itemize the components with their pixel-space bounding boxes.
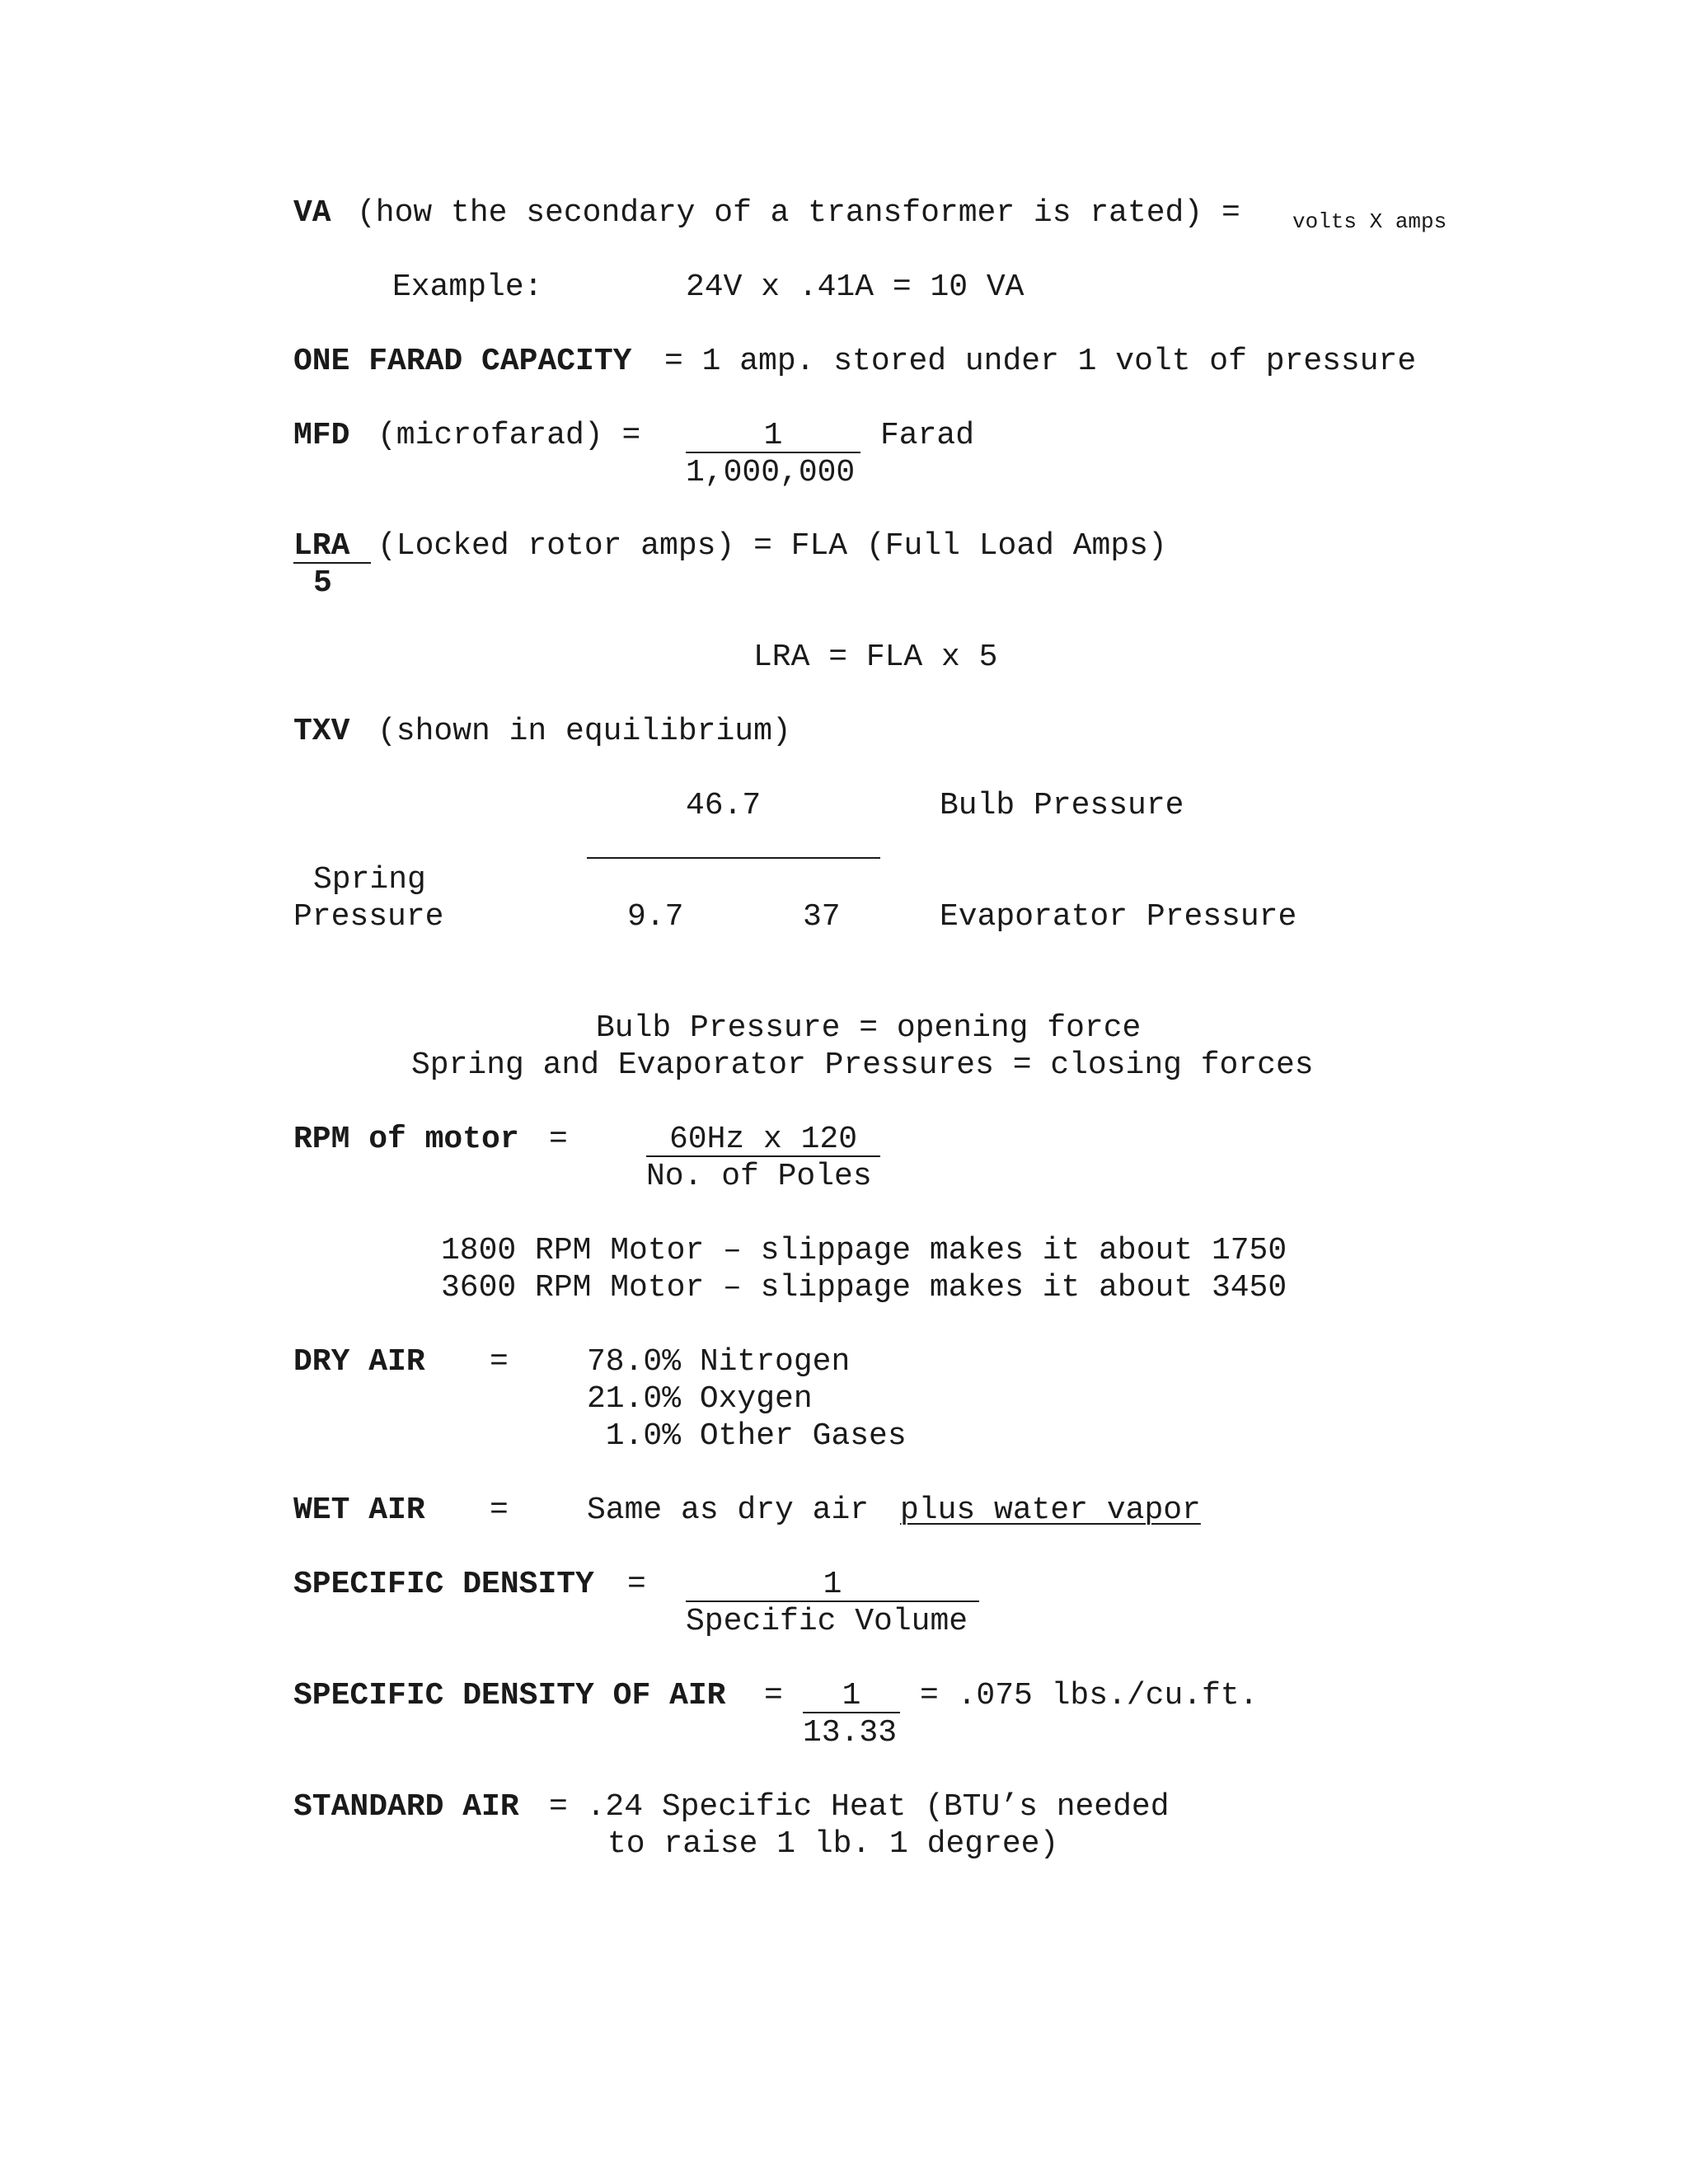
txv-term: TXV [293, 714, 350, 749]
mfd-description: (microfarad) = [377, 418, 641, 453]
va-formula: volts X amps [1292, 209, 1447, 234]
lra-divisor: 5 [313, 565, 332, 601]
standard-air-term: STANDARD AIR [293, 1789, 519, 1825]
specific-density-air-numerator: 1 [842, 1678, 861, 1713]
standard-air-description-1: = .24 Specific Heat (BTU’s needed [549, 1789, 1170, 1825]
txv-spring-label-1: Spring [313, 862, 426, 898]
specific-density-air-result: = .075 lbs./cu.ft. [920, 1678, 1259, 1713]
dry-air-item: 78.0% Nitrogen [587, 1344, 851, 1380]
txv-description: (shown in equilibrium) [377, 714, 791, 749]
txv-bulb-value: 46.7 [686, 788, 762, 823]
specific-density-numerator: 1 [823, 1567, 842, 1602]
txv-spring-value: 9.7 [627, 899, 684, 935]
txv-bulb-label: Bulb Pressure [940, 788, 1184, 823]
specific-density-fraction-bar [686, 1601, 979, 1602]
dry-air-equals: = [490, 1344, 509, 1380]
rpm-fraction-bar [646, 1155, 880, 1157]
lra-fraction-bar [293, 562, 371, 564]
va-term: VA [293, 195, 331, 231]
dry-air-item: 1.0% Other Gases [587, 1418, 907, 1454]
txv-note-opening: Bulb Pressure = opening force [596, 1010, 1142, 1046]
txv-evaporator-label: Evaporator Pressure [940, 899, 1297, 935]
farad-term: ONE FARAD CAPACITY [293, 344, 632, 379]
wet-air-term: WET AIR [293, 1493, 425, 1528]
specific-density-denominator: Specific Volume [686, 1604, 968, 1639]
farad-description: = 1 amp. stored under 1 volt of pressure [664, 344, 1417, 379]
txv-divider-line [587, 857, 880, 859]
specific-density-air-equals: = [764, 1678, 783, 1713]
dry-air-item: 21.0% Oxygen [587, 1381, 813, 1417]
specific-density-equals: = [627, 1567, 646, 1602]
lra-formula: LRA = FLA x 5 [753, 640, 998, 675]
specific-density-term: SPECIFIC DENSITY [293, 1567, 594, 1602]
va-example-value: 24V x .41A = 10 VA [686, 269, 1025, 305]
mfd-numerator: 1 [763, 418, 783, 453]
txv-note-closing: Spring and Evaporator Pressures = closing forces [411, 1047, 1314, 1083]
rpm-note-3600: 3600 RPM Motor – slippage makes it about 3450 [441, 1270, 1287, 1305]
specific-density-air-term: SPECIFIC DENSITY OF AIR [293, 1678, 726, 1713]
mfd-term: MFD [293, 418, 350, 453]
specific-density-air-denominator: 13.33 [803, 1715, 898, 1750]
va-example-label: Example: [392, 269, 543, 305]
standard-air-description-2: to raise 1 lb. 1 degree) [607, 1826, 1059, 1862]
rpm-numerator: 60Hz x 120 [668, 1122, 858, 1157]
dry-air-term: DRY AIR [293, 1344, 425, 1380]
va-description: (how the secondary of a transformer is rated) = [357, 195, 1240, 231]
rpm-denominator: No. of Poles [646, 1159, 872, 1194]
rpm-note-1800: 1800 RPM Motor – slippage makes it about 1750 [441, 1233, 1287, 1268]
specific-density-air-fraction-bar [803, 1712, 900, 1713]
wet-air-equals: = [490, 1493, 509, 1528]
lra-description: (Locked rotor amps) = FLA (Full Load Amps) [377, 528, 1167, 564]
txv-spring-label-2: Pressure [293, 899, 444, 935]
rpm-term: RPM of motor [293, 1122, 519, 1157]
mfd-fraction-bar [686, 452, 860, 453]
rpm-equals: = [549, 1122, 568, 1157]
txv-evaporator-value: 37 [803, 899, 841, 935]
mfd-unit: Farad [880, 418, 975, 453]
wet-air-emphasis: plus water vapor [900, 1493, 1201, 1528]
lra-term: LRA [293, 528, 350, 564]
wet-air-description: Same as dry air [587, 1493, 870, 1528]
mfd-denominator: 1,000,000 [686, 455, 856, 490]
